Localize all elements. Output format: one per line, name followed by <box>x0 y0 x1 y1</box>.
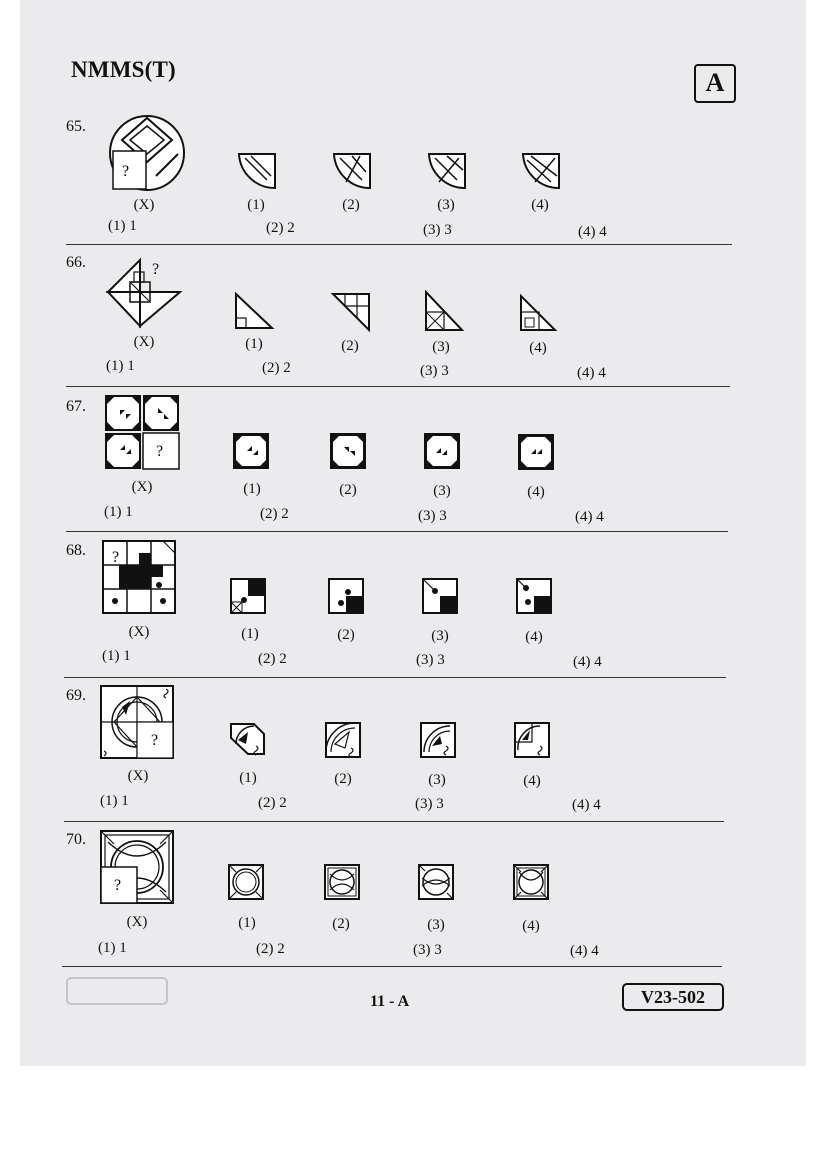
answer-option[interactable]: (1) 1 <box>104 504 133 520</box>
answer-option[interactable]: (2) 2 <box>260 506 289 522</box>
answer-figure-3 <box>418 864 454 900</box>
question-divider <box>66 244 732 245</box>
answer-figure-2 <box>328 578 364 614</box>
figure-label: (2) <box>342 197 360 213</box>
answer-figure-3 <box>424 290 464 332</box>
answer-figure-2 <box>324 864 360 900</box>
page-number: 11 - A <box>370 993 410 1010</box>
figure-label: (3) <box>428 772 446 788</box>
answer-figure-4 <box>514 722 550 758</box>
question-divider <box>64 821 724 822</box>
answer-option[interactable]: (1) 1 <box>98 940 127 956</box>
booklet-code-box: V23-502 <box>622 983 724 1011</box>
figure-label: (1) <box>247 197 265 213</box>
missing-part-mark: ? <box>122 163 130 180</box>
figure-label: (3) <box>431 628 449 644</box>
answer-option[interactable]: (1) 1 <box>102 648 131 664</box>
figure-label: (1) <box>243 481 261 497</box>
figure-label: (2) <box>341 338 359 354</box>
answer-figure-2 <box>330 433 366 469</box>
figure-label: (3) <box>433 483 451 499</box>
answer-figure-1 <box>237 152 277 192</box>
set-code-box: A <box>694 64 736 103</box>
answer-figure-3 <box>424 433 460 469</box>
missing-part-mark: ? <box>152 261 160 278</box>
answer-option[interactable]: (1) 1 <box>108 218 137 234</box>
answer-figure-3 <box>422 578 458 614</box>
question-number: 70. <box>66 831 86 848</box>
figure-label: (3) <box>427 917 445 933</box>
figure-label: (X) <box>131 479 153 495</box>
figure-label: (1) <box>245 336 263 352</box>
answer-option[interactable]: (4) 4 <box>570 943 599 959</box>
answer-figure-1 <box>233 433 269 469</box>
answer-option[interactable]: (4) 4 <box>575 509 604 525</box>
problem-figure <box>104 394 180 470</box>
figure-label: (4) <box>523 773 541 789</box>
answer-figure-4 <box>518 434 554 470</box>
answer-figure-4 <box>519 294 557 332</box>
answer-figure-4 <box>513 864 549 900</box>
page-margin <box>0 1066 828 1169</box>
problem-figure <box>108 114 186 192</box>
question-number: 65. <box>66 118 86 135</box>
figure-label: (X) <box>128 624 150 640</box>
problem-figure <box>100 830 174 904</box>
answer-figure-2 <box>325 722 361 758</box>
figure-label: (3) <box>437 197 455 213</box>
missing-part-mark: ? <box>112 549 120 566</box>
answer-option[interactable]: (3) 3 <box>418 508 447 524</box>
answer-option[interactable]: (4) 4 <box>578 224 607 240</box>
answer-option[interactable]: (4) 4 <box>573 654 602 670</box>
exam-title: NMMS(T) <box>71 57 176 82</box>
answer-figure-1 <box>234 292 274 330</box>
figure-label: (4) <box>529 340 547 356</box>
answer-figure-1 <box>230 720 266 756</box>
question-number: 68. <box>66 542 86 559</box>
answer-option[interactable]: (3) 3 <box>423 222 452 238</box>
question-divider <box>66 386 730 387</box>
answer-option[interactable]: (3) 3 <box>420 363 449 379</box>
problem-figure <box>106 250 182 330</box>
question-divider <box>62 966 722 967</box>
answer-option[interactable]: (1) 1 <box>100 793 129 809</box>
figure-label: (2) <box>337 627 355 643</box>
problem-figure <box>100 685 174 759</box>
figure-label: (4) <box>522 918 540 934</box>
answer-figure-3 <box>420 722 456 758</box>
answer-option[interactable]: (2) 2 <box>258 795 287 811</box>
figure-label: (1) <box>239 770 257 786</box>
answer-option[interactable]: (1) 1 <box>106 358 135 374</box>
problem-figure <box>102 540 176 614</box>
question-divider <box>66 531 728 532</box>
figure-label: (1) <box>238 915 256 931</box>
answer-option[interactable]: (2) 2 <box>262 360 291 376</box>
answer-option[interactable]: (4) 4 <box>572 797 601 813</box>
question-number: 66. <box>66 254 86 271</box>
show-through-code <box>66 977 168 1005</box>
answer-option[interactable]: (4) 4 <box>577 365 606 381</box>
question-number: 67. <box>66 398 86 415</box>
figure-label: (2) <box>334 771 352 787</box>
answer-option[interactable]: (2) 2 <box>256 941 285 957</box>
figure-label: (4) <box>527 484 545 500</box>
figure-label: (2) <box>332 916 350 932</box>
answer-option[interactable]: (2) 2 <box>258 651 287 667</box>
answer-option[interactable]: (3) 3 <box>416 652 445 668</box>
question-number: 69. <box>66 687 86 704</box>
answer-figure-1 <box>230 578 266 614</box>
figure-label: (X) <box>133 334 155 350</box>
answer-figure-4 <box>521 152 561 192</box>
missing-part-mark: ? <box>114 877 122 894</box>
answer-figure-3 <box>427 152 467 192</box>
figure-label: (4) <box>531 197 549 213</box>
figure-label: (3) <box>432 339 450 355</box>
answer-figure-1 <box>228 864 264 900</box>
answer-figure-4 <box>516 578 552 614</box>
answer-option[interactable]: (3) 3 <box>413 942 442 958</box>
answer-figure-2 <box>332 152 372 192</box>
figure-label: (X) <box>133 197 155 213</box>
answer-figure-2 <box>331 292 371 332</box>
question-divider <box>64 677 726 678</box>
answer-option[interactable]: (3) 3 <box>415 796 444 812</box>
figure-label: (1) <box>241 626 259 642</box>
figure-label: (X) <box>126 914 148 930</box>
figure-label: (2) <box>339 482 357 498</box>
figure-label: (4) <box>525 629 543 645</box>
figure-label: (X) <box>127 768 149 784</box>
answer-option[interactable]: (2) 2 <box>266 220 295 236</box>
missing-part-mark: ? <box>156 443 164 460</box>
missing-part-mark: ? <box>151 732 159 749</box>
